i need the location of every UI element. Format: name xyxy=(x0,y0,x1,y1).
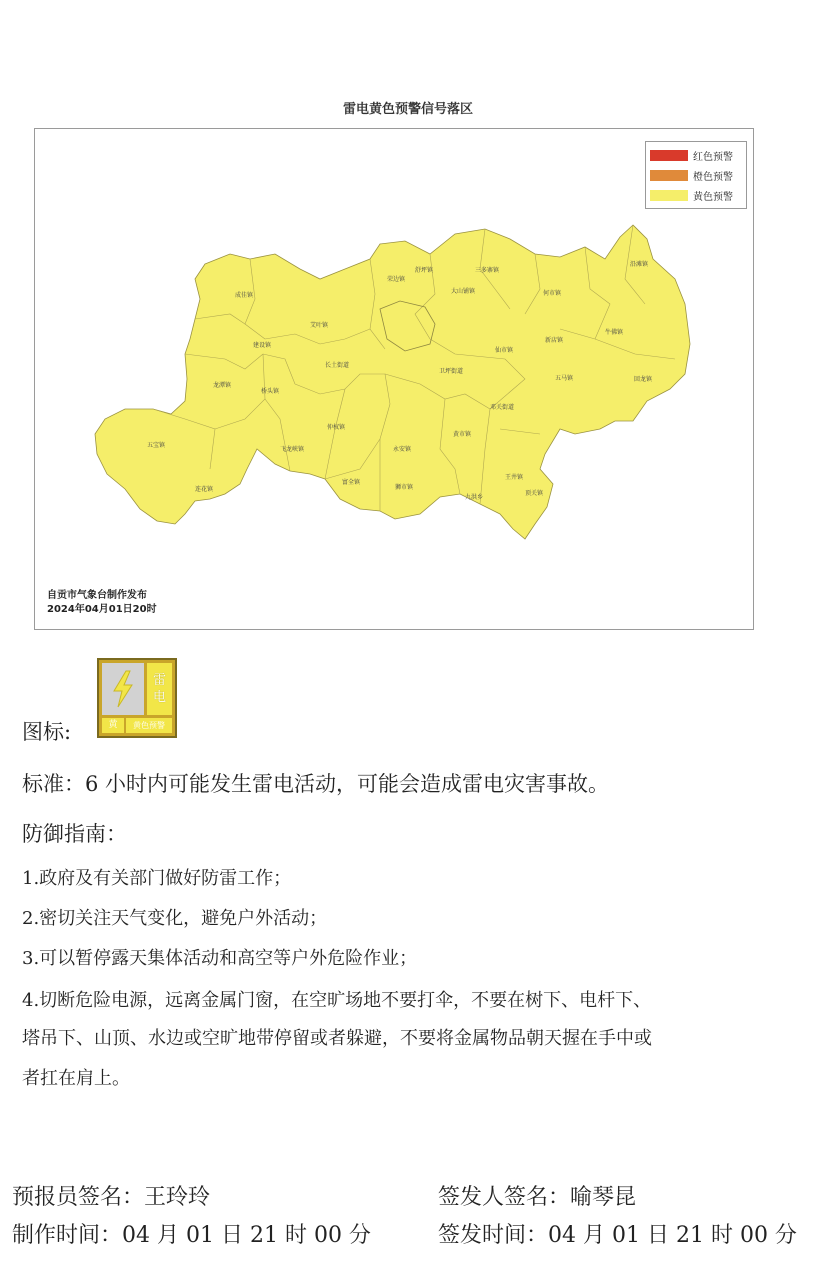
legend-swatch xyxy=(650,150,688,161)
region-label: 三多寨镇 xyxy=(475,267,500,274)
region-label: 狮市镇 xyxy=(395,484,414,491)
icon-bottom-right: 黄色预警 xyxy=(126,718,172,733)
guide-item: 4.切断危险电源，远离金属门窗，在空旷场地不要打伞，不要在树下、电杆下、 xyxy=(22,990,652,1011)
icon-bottom-left: 黄 xyxy=(102,718,124,733)
region-label: 顶关镇 xyxy=(525,490,544,497)
warning-map xyxy=(34,128,754,630)
guide-item: 塔吊下、山顶、水边或空旷地带停留或者躲避，不要将金属物品朝天握在手中或 xyxy=(22,1028,652,1049)
warning-area-polygon xyxy=(95,225,690,539)
legend-item-orange xyxy=(650,165,742,185)
region-label: 王井镇 xyxy=(505,474,524,481)
icon-char-top: 雷 xyxy=(152,673,166,688)
region-label: 成佳镇 xyxy=(235,292,254,299)
forecaster-signature: 预报员签名：王玲玲 xyxy=(12,1185,211,1210)
legend-swatch xyxy=(650,170,688,181)
legend-label: 红色预警 xyxy=(693,151,733,163)
region-label: 回龙镇 xyxy=(634,376,653,383)
region-label: 卫坪街道 xyxy=(439,368,464,375)
region-label: 飞龙峡镇 xyxy=(280,446,305,453)
map-legend xyxy=(645,141,747,209)
map-title: 雷电黄色预警信号落区 xyxy=(342,102,473,117)
issuer-name: 自贡市气象台制作发布 xyxy=(47,590,147,601)
issue-time: 签发时间：04 月 01 日 21 时 00 分 xyxy=(438,1223,797,1248)
icon-bolt-panel xyxy=(102,663,144,715)
region-label: 艾叶镇 xyxy=(310,322,329,329)
region-label: 沿滩镇 xyxy=(630,261,649,268)
region-label: 长土街道 xyxy=(325,362,350,369)
made-time: 制作时间：04 月 01 日 21 时 00 分 xyxy=(12,1223,371,1248)
region-label: 舒坪镇 xyxy=(415,267,434,274)
region-label: 牛佛镇 xyxy=(605,329,624,336)
legend-item-yellow xyxy=(650,185,742,205)
guide-item: 3.可以暂停露天集体活动和高空等户外危险作业； xyxy=(22,948,418,969)
region-label: 邓关街道 xyxy=(490,404,515,411)
region-label: 何市镇 xyxy=(543,290,562,297)
region-label: 永安镇 xyxy=(393,446,412,453)
region-label: 新店镇 xyxy=(545,337,564,344)
region-label: 五宝镇 xyxy=(147,442,166,449)
yellow-lightning-warning-icon xyxy=(97,658,177,738)
guide-item: 1.政府及有关部门做好防雷工作； xyxy=(22,868,292,889)
region-label: 九洪乡 xyxy=(465,494,484,501)
legend-swatch xyxy=(650,190,688,201)
issuer-signature: 签发人签名：喻琴昆 xyxy=(438,1185,637,1210)
defense-guide-title: 防御指南： xyxy=(22,822,127,846)
region-label: 桥头镇 xyxy=(261,388,280,395)
legend-item-red xyxy=(650,145,742,165)
region-label: 龙潭镇 xyxy=(213,382,232,389)
region-label: 大山铺镇 xyxy=(451,288,476,295)
guide-item: 2.密切关注天气变化，避免户外活动； xyxy=(22,908,328,929)
region-label: 连花镇 xyxy=(195,486,214,493)
region-label: 仙市镇 xyxy=(495,347,514,354)
region-label: 建设镇 xyxy=(253,342,272,349)
region-label: 荣边镇 xyxy=(387,276,406,283)
region-label: 富全镇 xyxy=(342,479,361,486)
legend-label: 黄色预警 xyxy=(693,191,733,203)
lightning-bolt-icon xyxy=(108,669,138,709)
region-label: 五马镇 xyxy=(555,375,574,382)
legend-label: 橙色预警 xyxy=(693,171,733,183)
map-issuer-info xyxy=(47,589,157,617)
icon-text-panel xyxy=(147,663,172,715)
region-label: 黄市镇 xyxy=(453,431,472,438)
guide-item: 者扛在肩上。 xyxy=(22,1068,130,1089)
icon-label: 图标: xyxy=(22,720,72,744)
warning-standard: 标准：6 小时内可能发生雷电活动，可能会造成雷电灾害事故。 xyxy=(22,772,610,796)
region-label: 仲权镇 xyxy=(327,424,346,431)
icon-char-bottom: 电 xyxy=(152,690,166,705)
issue-datetime: 2024年04月01日20时 xyxy=(47,604,157,615)
